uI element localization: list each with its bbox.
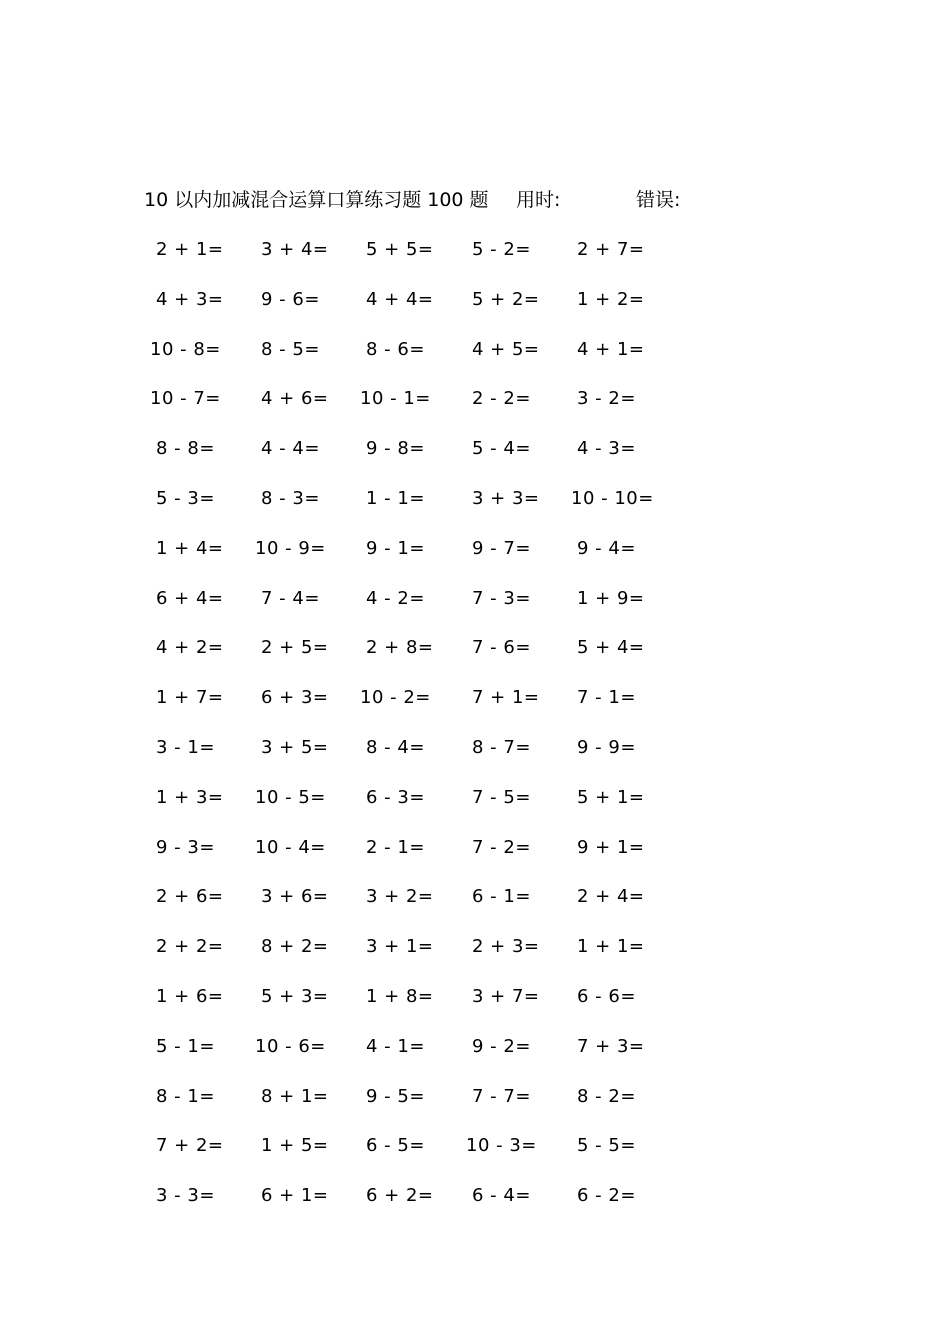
problem-item: 2 + 3= xyxy=(472,936,540,958)
problem-item: 8 - 2= xyxy=(577,1085,636,1107)
errors-label: 错误: xyxy=(636,189,681,211)
problem-item: 2 + 1= xyxy=(156,239,224,260)
problem-row xyxy=(150,1132,690,1182)
problem-item: 9 + 1= xyxy=(577,836,645,858)
problem-row xyxy=(150,1083,690,1133)
problem-item: 1 + 9= xyxy=(577,587,645,609)
problem-item: 7 - 3= xyxy=(472,587,531,609)
problem-item: 3 - 3= xyxy=(156,1185,215,1207)
problem-item: 1 + 1= xyxy=(577,936,645,958)
problem-item: 8 - 5= xyxy=(261,338,320,360)
problem-item: 4 + 3= xyxy=(156,288,224,310)
problem-item: 7 - 1= xyxy=(577,687,636,709)
problem-item: 5 - 4= xyxy=(472,438,531,460)
problem-item: 10 - 10= xyxy=(571,487,654,509)
problem-item: 10 - 9= xyxy=(255,537,326,559)
problem-row xyxy=(150,336,690,386)
problem-item: 1 - 1= xyxy=(366,487,425,509)
problem-item: 1 + 6= xyxy=(156,985,224,1007)
problem-item: 7 + 2= xyxy=(156,1135,224,1157)
problem-item: 3 - 2= xyxy=(577,388,636,410)
problem-item: 2 - 2= xyxy=(472,388,531,410)
problem-row xyxy=(150,286,690,336)
problem-item: 1 + 3= xyxy=(156,786,224,808)
problem-item: 6 + 3= xyxy=(261,687,329,709)
problem-row xyxy=(150,734,690,784)
problem-item: 1 + 4= xyxy=(156,537,224,559)
problem-item: 9 - 7= xyxy=(472,537,531,559)
problem-row xyxy=(150,236,690,286)
problem-item: 1 + 2= xyxy=(577,288,645,310)
problem-item: 10 - 6= xyxy=(255,1035,326,1057)
problem-item: 10 - 7= xyxy=(150,388,221,410)
problem-item: 10 - 4= xyxy=(255,836,326,858)
problem-row xyxy=(150,1033,690,1083)
problem-row xyxy=(150,634,690,684)
problem-item: 8 - 1= xyxy=(156,1085,215,1107)
problem-item: 4 + 4= xyxy=(366,288,434,310)
problem-item: 8 + 2= xyxy=(261,936,329,958)
problem-item: 2 + 4= xyxy=(577,886,645,908)
problem-item: 7 - 2= xyxy=(472,836,531,858)
problem-item: 8 - 6= xyxy=(366,338,425,360)
problem-item: 6 - 4= xyxy=(472,1185,531,1207)
problem-item: 4 - 1= xyxy=(366,1035,425,1057)
problem-item: 3 + 6= xyxy=(261,886,329,908)
problem-item: 6 - 3= xyxy=(366,786,425,808)
problem-item: 7 + 3= xyxy=(577,1035,645,1057)
problem-item: 3 + 2= xyxy=(366,886,434,908)
problem-item: 5 + 1= xyxy=(577,786,645,808)
problem-item: 4 + 6= xyxy=(261,388,329,410)
problem-item: 8 - 3= xyxy=(261,487,320,509)
problem-item: 10 - 8= xyxy=(150,338,221,360)
problem-row xyxy=(150,485,690,535)
problem-item: 6 + 1= xyxy=(261,1185,329,1207)
problem-item: 5 + 2= xyxy=(472,288,540,310)
problem-item: 6 - 6= xyxy=(577,985,636,1007)
problem-item: 5 - 3= xyxy=(156,487,215,509)
time-label: 用时: xyxy=(516,189,561,211)
problem-item: 4 - 2= xyxy=(366,587,425,609)
problem-row xyxy=(150,983,690,1033)
problem-item: 9 - 1= xyxy=(366,537,425,559)
problem-row xyxy=(150,834,690,884)
problem-item: 2 + 8= xyxy=(366,637,434,659)
problem-item: 4 + 2= xyxy=(156,637,224,659)
problem-item: 3 + 3= xyxy=(472,487,540,509)
problem-item: 10 - 3= xyxy=(466,1135,537,1157)
problem-item: 2 - 1= xyxy=(366,836,425,858)
problem-item: 3 + 1= xyxy=(366,936,434,958)
problem-item: 9 - 5= xyxy=(366,1085,425,1107)
problem-row xyxy=(150,684,690,734)
problem-item: 7 - 7= xyxy=(472,1085,531,1107)
problem-item: 8 + 1= xyxy=(261,1085,329,1107)
problem-item: 9 - 2= xyxy=(472,1035,531,1057)
problem-item: 5 + 3= xyxy=(261,985,329,1007)
problem-row xyxy=(150,385,690,435)
problem-item: 10 - 1= xyxy=(360,388,431,410)
problem-row xyxy=(150,784,690,834)
problem-item: 6 + 4= xyxy=(156,587,224,609)
problem-item: 3 + 7= xyxy=(472,985,540,1007)
problem-item: 7 + 1= xyxy=(472,687,540,709)
problem-item: 1 + 5= xyxy=(261,1135,329,1157)
problem-item: 4 - 4= xyxy=(261,438,320,460)
problem-item: 6 - 1= xyxy=(472,886,531,908)
problem-item: 5 - 2= xyxy=(472,239,531,260)
problem-item: 10 - 5= xyxy=(255,786,326,808)
problem-item: 5 - 5= xyxy=(577,1135,636,1157)
problem-item: 5 + 5= xyxy=(366,239,434,260)
problem-item: 2 + 5= xyxy=(261,637,329,659)
problem-item: 9 - 3= xyxy=(156,836,215,858)
problem-item: 1 + 7= xyxy=(156,687,224,709)
problem-row xyxy=(150,933,690,983)
problem-item: 4 - 3= xyxy=(577,438,636,460)
problem-item: 5 + 4= xyxy=(577,637,645,659)
problem-row xyxy=(150,883,690,933)
problem-item: 5 - 1= xyxy=(156,1035,215,1057)
problem-item: 4 + 1= xyxy=(577,338,645,360)
problem-item: 2 + 2= xyxy=(156,936,224,958)
problem-item: 3 + 5= xyxy=(261,736,329,758)
problem-item: 3 - 1= xyxy=(156,736,215,758)
problem-item: 9 - 4= xyxy=(577,537,636,559)
problem-item: 8 - 8= xyxy=(156,438,215,460)
problem-item: 7 - 6= xyxy=(472,637,531,659)
problem-item: 2 + 6= xyxy=(156,886,224,908)
problem-item: 7 - 5= xyxy=(472,786,531,808)
worksheet-title: 10 以内加减混合运算口算练习题 100 题 xyxy=(144,189,489,211)
problem-row xyxy=(150,535,690,585)
problem-item: 9 - 6= xyxy=(261,288,320,310)
problem-row xyxy=(150,435,690,485)
problem-grid xyxy=(150,236,690,1232)
problem-item: 1 + 8= xyxy=(366,985,434,1007)
problem-item: 6 - 2= xyxy=(577,1185,636,1207)
problem-item: 7 - 4= xyxy=(261,587,320,609)
problem-row xyxy=(150,585,690,635)
problem-item: 8 - 7= xyxy=(472,736,531,758)
problem-item: 6 + 2= xyxy=(366,1185,434,1207)
problem-item: 2 + 7= xyxy=(577,239,645,260)
problem-item: 9 - 9= xyxy=(577,736,636,758)
problem-item: 10 - 2= xyxy=(360,687,431,709)
problem-item: 9 - 8= xyxy=(366,438,425,460)
problem-item: 3 + 4= xyxy=(261,239,329,260)
problem-item: 4 + 5= xyxy=(472,338,540,360)
problem-row xyxy=(150,1182,690,1232)
problem-item: 8 - 4= xyxy=(366,736,425,758)
problem-item: 6 - 5= xyxy=(366,1135,425,1157)
